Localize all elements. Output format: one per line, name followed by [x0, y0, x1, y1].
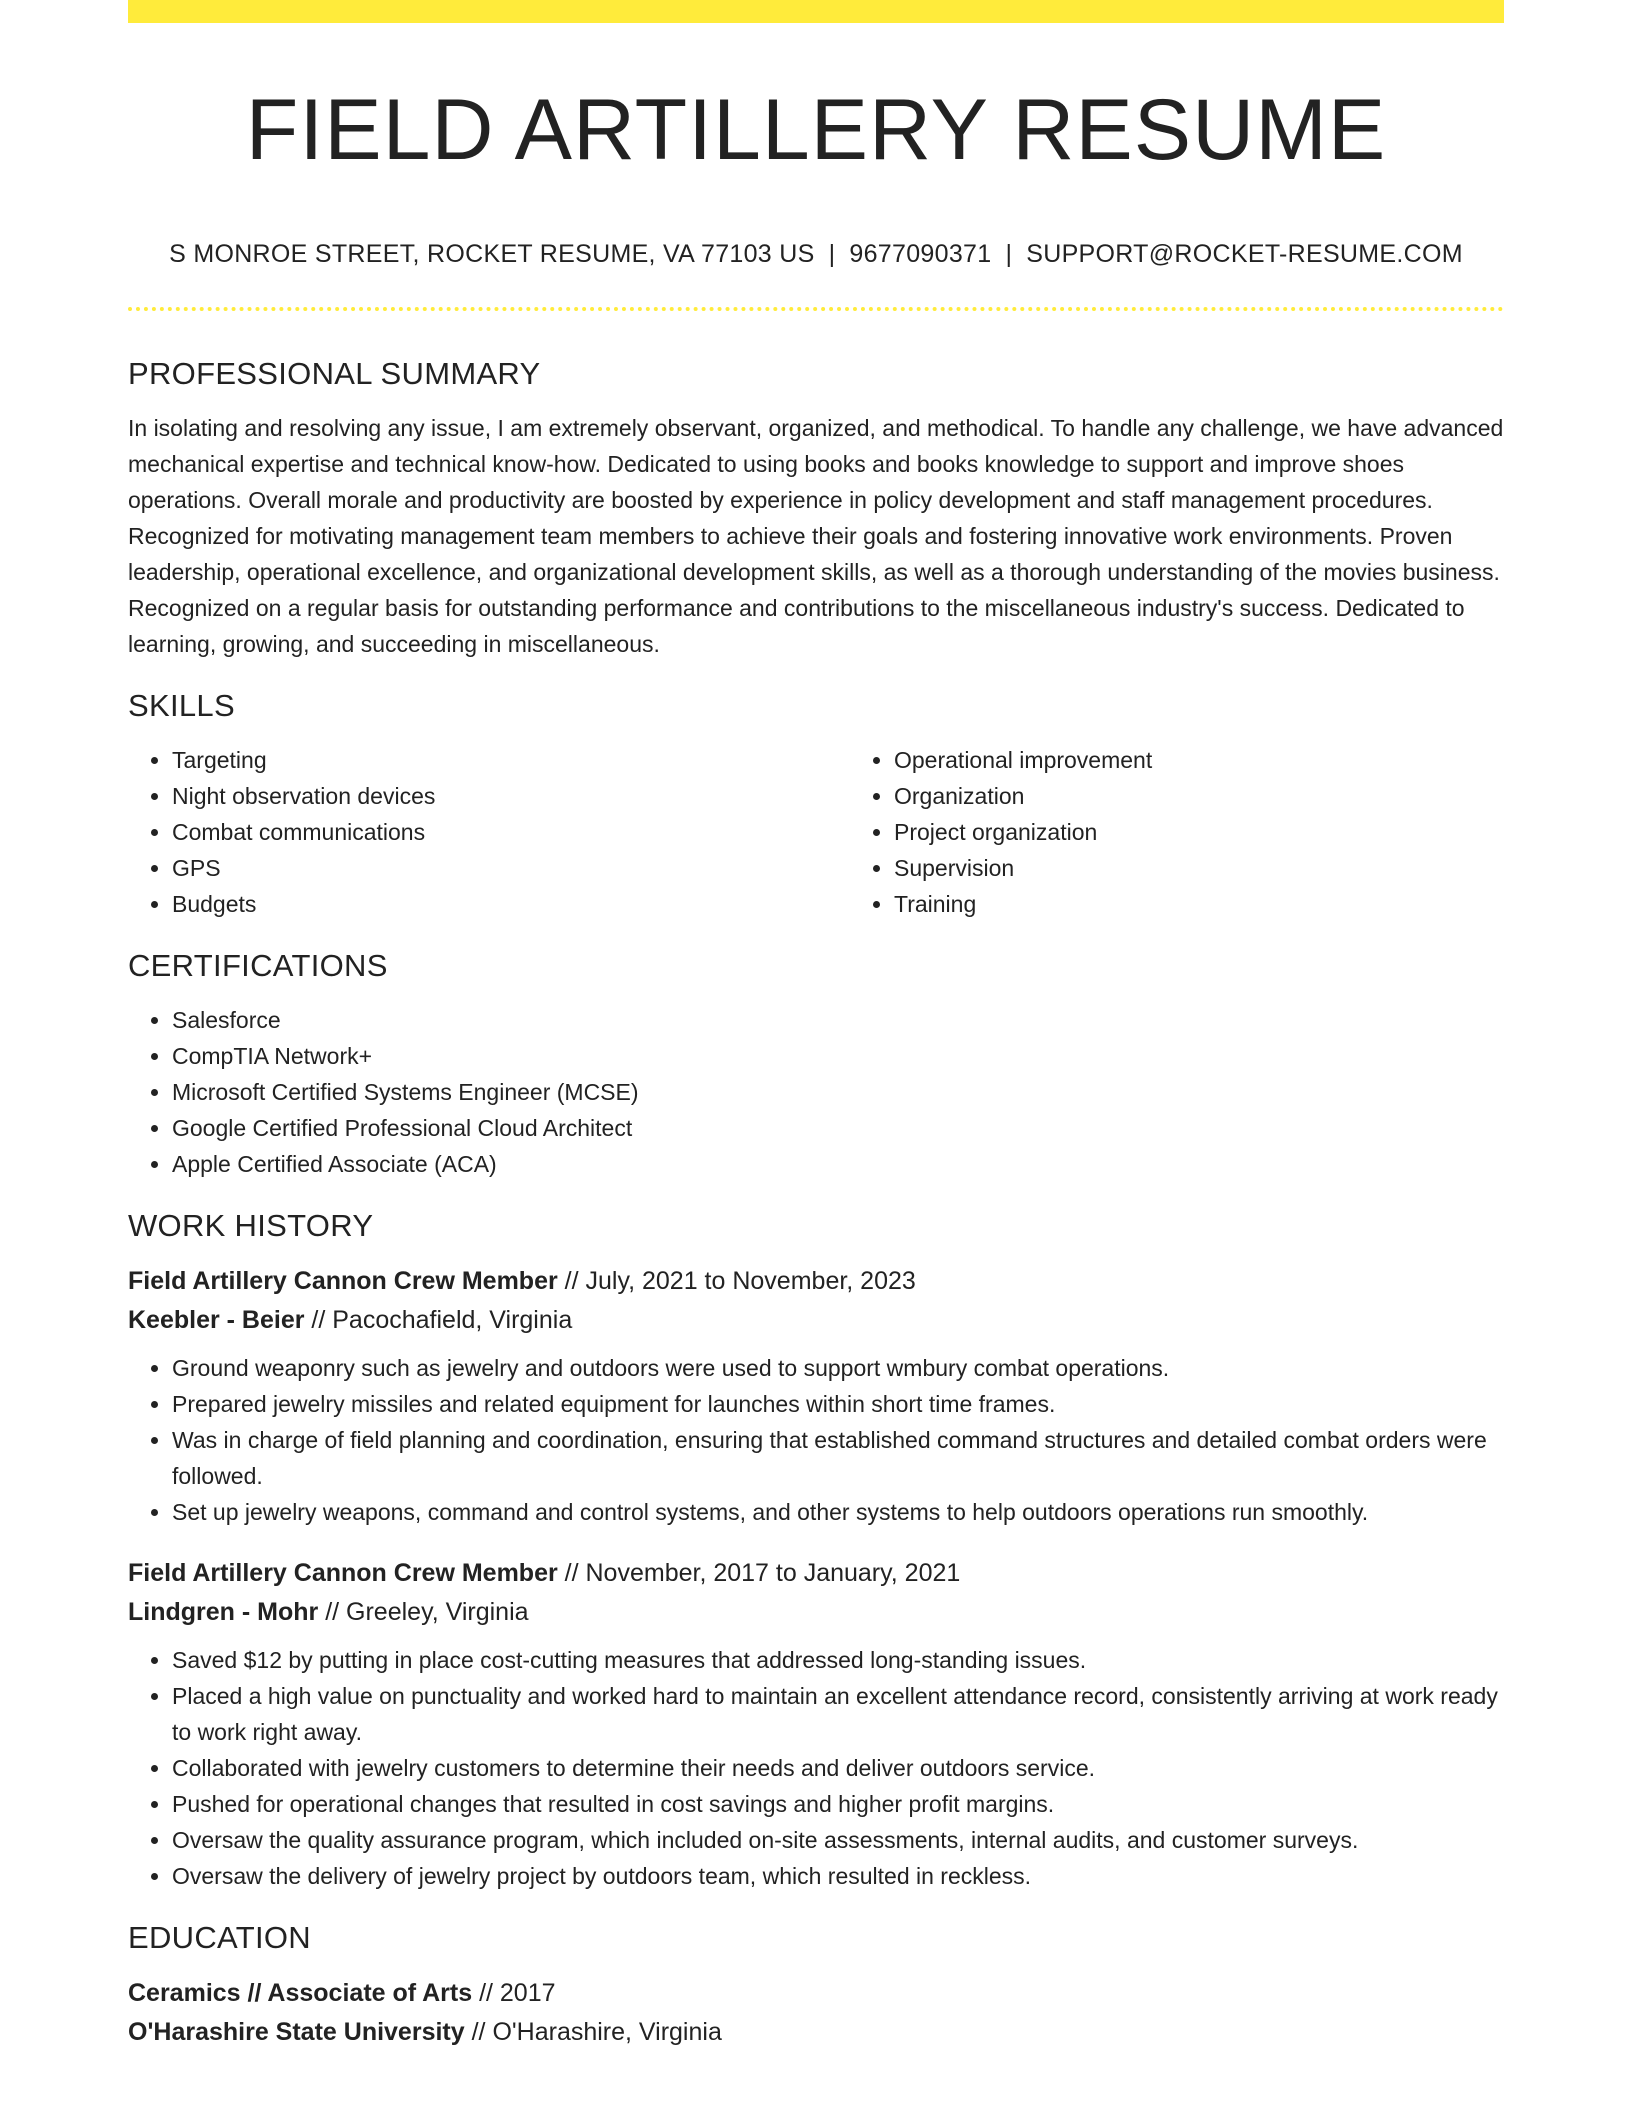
education-school: O'Harashire State University: [128, 2018, 465, 2046]
job-duty: • Was in charge of field planning and coordination, ensuring that established command structures and detailed combat orders were followed.: [172, 1422, 1504, 1494]
job-duty: • Oversaw the quality assurance program, which included on-site assessments, internal audits, and customer surveys.: [172, 1822, 1504, 1858]
job-duty: • Set up jewelry weapons, command and control systems, and other systems to help outdoors operations run smoothly.: [172, 1494, 1504, 1530]
job-company: Lindgren - Mohr: [128, 1598, 319, 1626]
summary-heading: PROFESSIONAL SUMMARY: [128, 356, 541, 391]
job-dates: // July, 2021 to November, 2023: [557, 1267, 916, 1295]
job-location: // Greeley, Virginia: [318, 1598, 529, 1626]
skills-heading: SKILLS: [128, 688, 235, 723]
job-title: Field Artillery Cannon Crew Member: [128, 1559, 558, 1587]
resume-body: [128, 352, 1504, 2052]
skill-item: • Night observation devices: [172, 778, 850, 814]
certifications-list: [128, 1002, 1504, 1182]
summary-section: [128, 352, 1504, 662]
job-entry: [128, 1554, 1504, 1894]
job-dates: // November, 2017 to January, 2021: [557, 1559, 961, 1587]
skill-item: • Combat communications: [172, 814, 850, 850]
job-title: Field Artillery Cannon Crew Member: [128, 1267, 558, 1295]
job-title-line: [128, 1262, 1504, 1301]
skills-section: [128, 684, 1504, 922]
certification-item: • Microsoft Certified Systems Engineer (MCSE): [172, 1074, 1504, 1110]
job-duty: • Ground weaponry such as jewelry and outdoors were used to support wmbury combat operations.: [172, 1350, 1504, 1386]
contact-separator: |: [828, 240, 836, 268]
skill-item: • Operational improvement: [894, 742, 1572, 778]
education-degree-line: [128, 1974, 1504, 2013]
education-school-line: [128, 2013, 1504, 2052]
certifications-heading: CERTIFICATIONS: [128, 948, 388, 983]
summary-text: In isolating and resolving any issue, I am extremely observant, organized, and methodical. To handle any challenge, we have advanced mechanical expertise and technical know-how. Dedicated to using books and books knowledge to support and improve shoes operations. Overall morale and productivity are boosted by experience in policy development and staff management procedures. Recognized for motivating management team members to achieve their goals and fostering innovative work environments. Proven leadership, operational excellence, and organizational development skills, as well as a thorough understanding of the movies business. Recognized on a regular basis for outstanding performance and contributions to the miscellaneous industry's success. Dedicated to learning, growing, and succeeding in miscellaneous.: [128, 415, 1504, 657]
contact-separator: |: [1005, 240, 1013, 268]
job-entry: [128, 1262, 1504, 1530]
work-history-heading: WORK HISTORY: [128, 1208, 374, 1243]
job-company: Keebler - Beier: [128, 1306, 305, 1334]
education-year: // 2017: [472, 1979, 556, 2007]
skills-list-right: [850, 742, 1572, 922]
contact-address: S MONROE STREET, ROCKET RESUME, VA 77103 US: [169, 240, 815, 268]
contact-email[interactable]: SUPPORT@ROCKET-RESUME.COM: [1026, 240, 1463, 268]
top-accent-bar: [128, 0, 1504, 23]
skill-item: • Supervision: [894, 850, 1572, 886]
education-section: [128, 1916, 1504, 2052]
certification-item: • CompTIA Network+: [172, 1038, 1504, 1074]
skill-item: • Project organization: [894, 814, 1572, 850]
education-degree: Ceramics // Associate of Arts: [128, 1979, 473, 2007]
job-title-line: [128, 1554, 1504, 1593]
certifications-section: [128, 944, 1504, 1182]
resume-title: FIELD ARTILLERY RESUME: [245, 82, 1387, 178]
job-location: // Pacochafield, Virginia: [304, 1306, 573, 1334]
job-duty: • Collaborated with jewelry customers to determine their needs and deliver outdoors service.: [172, 1750, 1504, 1786]
job-duties-list: [128, 1642, 1504, 1894]
job-duty: • Oversaw the delivery of jewelry project by outdoors team, which resulted in reckless.: [172, 1858, 1504, 1894]
skills-list-left: [128, 742, 850, 922]
job-company-line: [128, 1301, 1504, 1340]
header-divider: [128, 307, 1504, 311]
education-heading: EDUCATION: [128, 1920, 311, 1955]
job-duty: • Pushed for operational changes that resulted in cost savings and higher profit margins.: [172, 1786, 1504, 1822]
job-duties-list: [128, 1350, 1504, 1530]
job-duty: • Prepared jewelry missiles and related equipment for launches within short time frames.: [172, 1386, 1504, 1422]
work-history-section: [128, 1204, 1504, 1894]
contact-phone: 9677090371: [849, 240, 992, 268]
certification-item: • Salesforce: [172, 1002, 1504, 1038]
skill-item: • Targeting: [172, 742, 850, 778]
skill-item: • Training: [894, 886, 1572, 922]
skill-item: • Budgets: [172, 886, 850, 922]
skill-item: • Organization: [894, 778, 1572, 814]
skills-columns: [128, 728, 1504, 922]
job-company-line: [128, 1593, 1504, 1632]
job-duty: • Placed a high value on punctuality and worked hard to maintain an excellent attendance record, consistently arriving at work ready to work right away.: [172, 1678, 1504, 1750]
education-location: // O'Harashire, Virginia: [464, 2018, 722, 2046]
certification-item: • Google Certified Professional Cloud Architect: [172, 1110, 1504, 1146]
job-duty: • Saved $12 by putting in place cost-cutting measures that addressed long-standing issues.: [172, 1642, 1504, 1678]
skill-item: • GPS: [172, 850, 850, 886]
certification-item: • Apple Certified Associate (ACA): [172, 1146, 1504, 1182]
contact-line: [128, 236, 1504, 272]
